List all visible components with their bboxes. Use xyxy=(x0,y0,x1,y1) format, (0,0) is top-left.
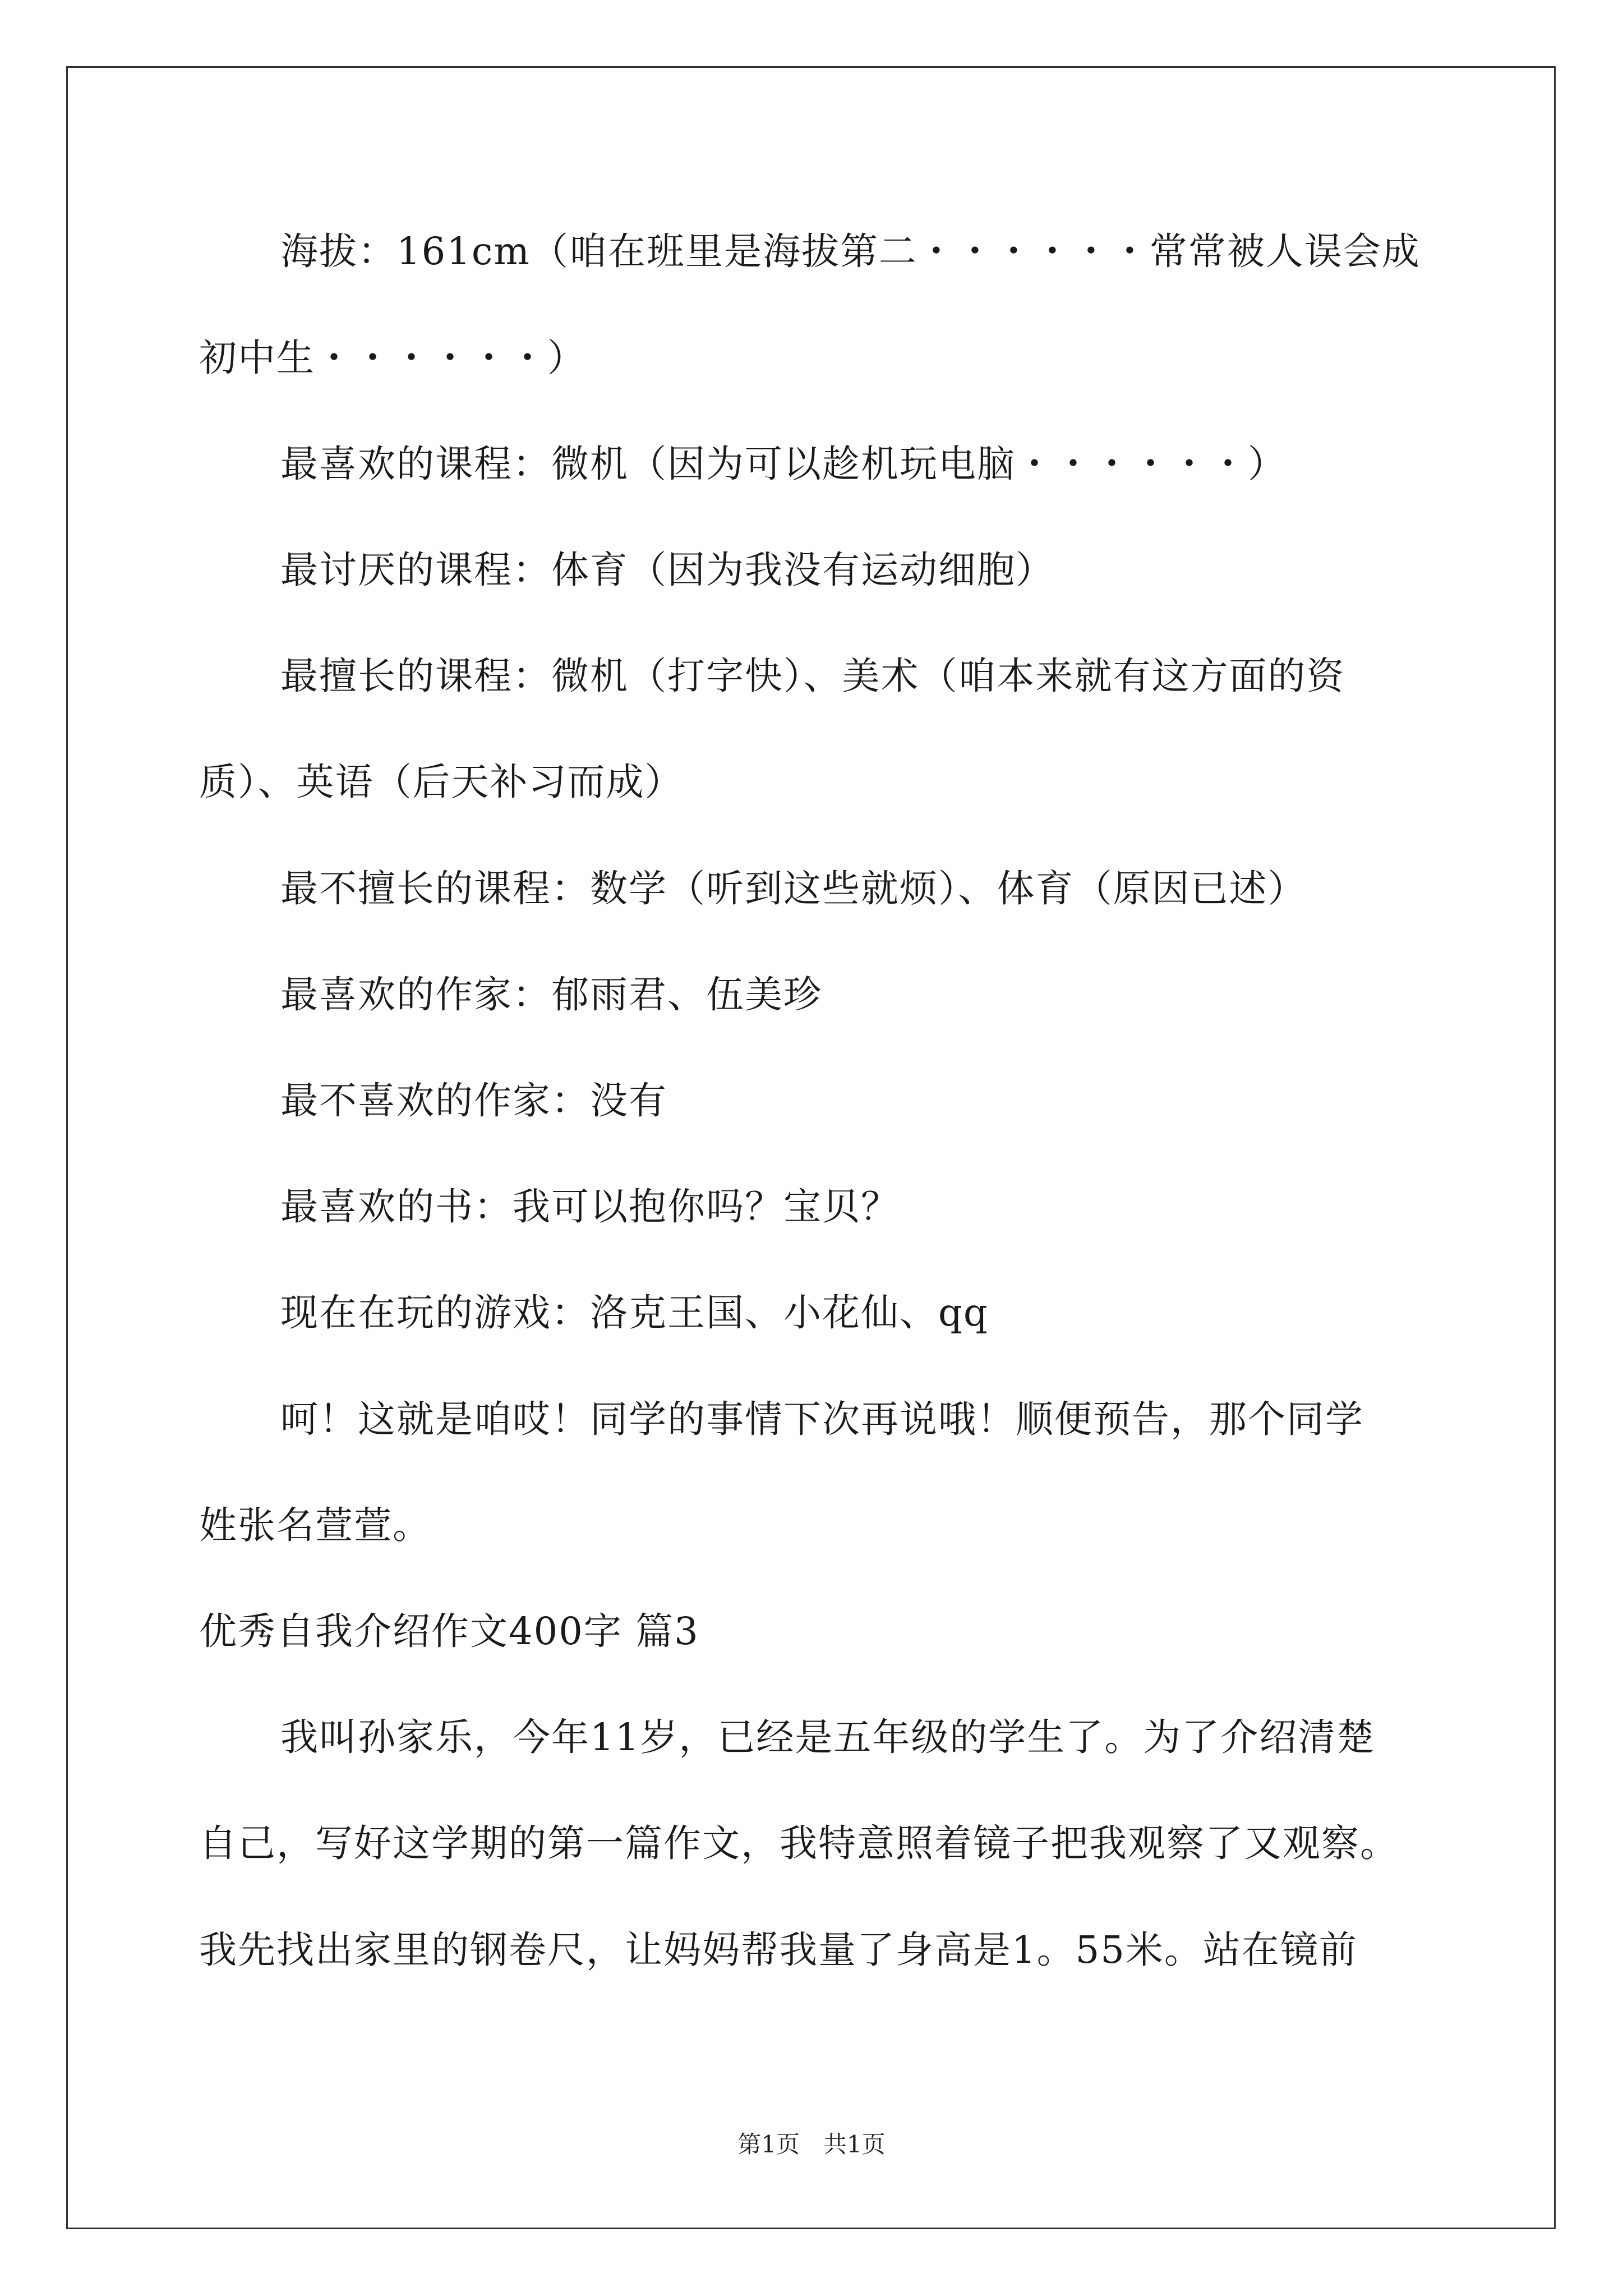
text-line: 最喜欢的书：我可以抱你吗？宝贝？ xyxy=(280,1185,900,1228)
text-line: 初中生・・・・・・） xyxy=(199,336,586,380)
text-line: 最不擅长的课程：数学（听到这些就烦）、体育（原因已述） xyxy=(280,867,1307,910)
text-line: 海拔：161cm（咱在班里是海拔第二・・・・・・常常被人误会成 xyxy=(280,229,1421,273)
text-line: 呵！这就是咱哎！同学的事情下次再说哦！顺便预告，那个同学 xyxy=(280,1397,1364,1441)
page-border xyxy=(66,66,1556,2229)
text-line: 现在在玩的游戏：洛克王国、小花仙、qq xyxy=(280,1291,989,1335)
text-line: 最讨厌的课程：体育（因为我没有运动细胞） xyxy=(280,548,1054,592)
text-line: 最擅长的课程：微机（打字快）、美术（咱本来就有这方面的资 xyxy=(280,654,1345,698)
text-line: 姓张名萱萱。 xyxy=(199,1503,431,1547)
text-line: 质）、英语（后天补习而成） xyxy=(199,760,684,804)
text-line: 我叫孙家乐，今年11岁，已经是五年级的学生了。为了介绍清楚 xyxy=(280,1715,1376,1759)
text-line: 自己，写好这学期的第一篇作文，我特意照着镜子把我观察了又观察。 xyxy=(199,1821,1399,1865)
page-footer: 第1页 共1页 xyxy=(737,2131,886,2158)
text-line: 我先找出家里的钢卷尺，让妈妈帮我量了身高是1。55米。站在镜前 xyxy=(199,1928,1358,1972)
text-line: 最喜欢的作家：郁雨君、伍美珍 xyxy=(280,973,822,1016)
section-heading: 优秀自我介绍作文400字 篇3 xyxy=(199,1609,699,1653)
text-line: 最不喜欢的作家：没有 xyxy=(280,1079,667,1122)
text-line: 最喜欢的课程：微机（因为可以趁机玩电脑・・・・・・） xyxy=(280,442,1287,486)
